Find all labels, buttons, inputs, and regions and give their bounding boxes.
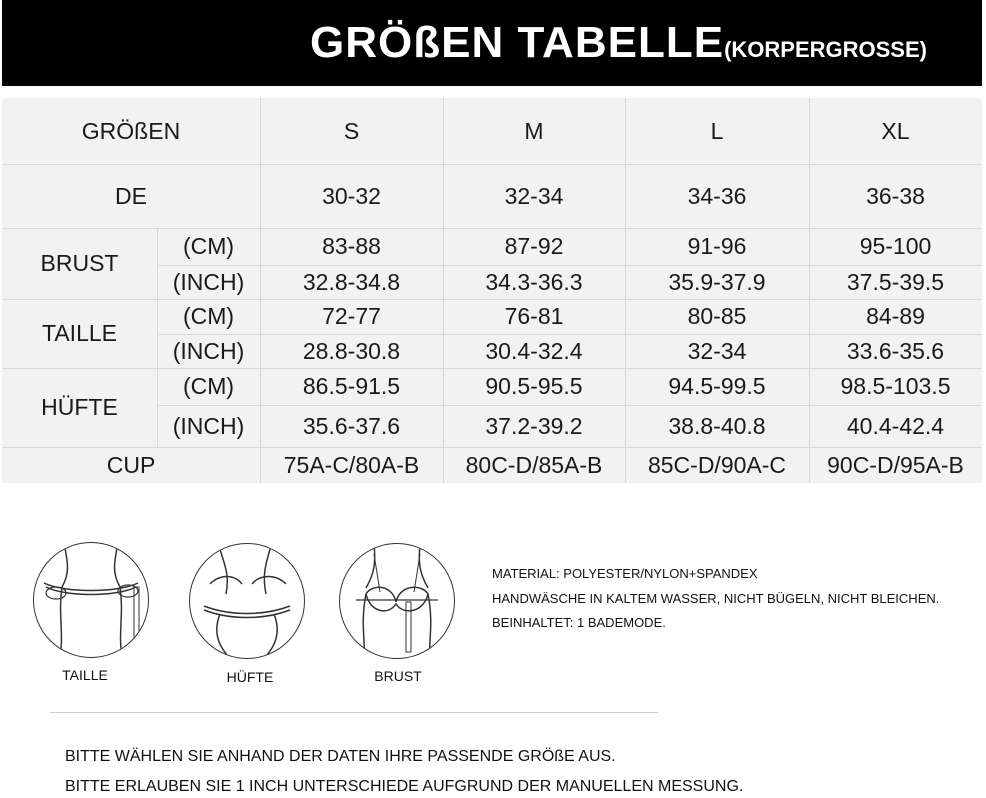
material-text: MATERIAL: POLYESTER/NYLON+SPANDEX [492,566,758,581]
brust-inch-value: 37.5-39.5 [846,268,945,295]
title-sub: (KORPERGROSSE) [724,37,927,62]
brust-cm-value: 87-92 [504,233,564,259]
divider [50,712,658,713]
waist-measure-icon [33,542,149,658]
huefte-figure-label: HÜFTE [226,669,274,685]
cup-label: CUP [106,451,156,478]
cup-value: 90C-D/95A-B [827,451,964,478]
cup-value: 85C-D/90A-C [647,451,787,478]
huefte-inch-value: 37.2-39.2 [485,412,583,439]
taille-cm-value: 72-77 [322,303,381,329]
taille-cm-value: 80-85 [687,303,747,329]
unit-inch: (INCH) [172,268,245,295]
size-xl: XL [881,117,910,144]
title-main: GRÖßEN TABELLE [310,18,725,67]
size-table [2,98,982,483]
taille-inch-value: 33.6-35.6 [846,337,945,364]
size-s: S [343,117,360,144]
huefte-cm-value: 94.5-99.5 [668,373,766,399]
taille-label: TAILLE [42,320,117,346]
unit-inch: (INCH) [172,337,245,364]
title-banner [2,0,982,86]
cup-value: 75A-C/80A-B [283,451,420,478]
taille-inch-value: 30.4-32.4 [485,337,583,364]
size-header-label: GRÖßEN [81,117,181,144]
huefte-cm-value: 86.5-91.5 [302,373,401,399]
brust-cm-value: 83-88 [322,233,381,259]
brust-inch-value: 34.3-36.3 [485,268,583,295]
bust-measure-icon [339,543,455,659]
note-line-1: BITTE WÄHLEN SIE ANHAND DER DATEN IHRE PASSENDE GRÖßE AUS. [65,748,616,765]
brust-label: BRUST [40,250,119,276]
brust-inch-value: 35.9-37.9 [668,268,766,295]
size-m: M [524,117,544,144]
cup-value: 80C-D/85A-B [465,451,603,478]
size-l: L [710,117,724,144]
taille-cm-value: 76-81 [504,303,564,329]
de-value: 34-36 [687,182,747,209]
huefte-cm-value: 90.5-95.5 [485,373,583,399]
page-title [310,18,927,68]
unit-cm: (CM) [182,233,235,259]
taille-inch-value: 28.8-30.8 [302,337,401,364]
taille-inch-value: 32-34 [687,337,747,364]
unit-cm: (CM) [182,303,235,329]
unit-cm: (CM) [182,373,235,399]
de-value: 32-34 [504,182,564,209]
huefte-inch-value: 38.8-40.8 [668,412,766,439]
brust-inch-value: 32.8-34.8 [302,268,401,295]
note-line-2: BITTE ERLAUBEN SIE 1 INCH UNTERSCHIEDE AUFGRUND DER MANUELLEN MESSUNG. [65,778,744,795]
hip-measure-icon [189,543,305,659]
contents-text: BEINHALTET: 1 BADEMODE. [492,615,666,630]
de-label: DE [115,182,147,209]
huefte-cm-value: 98.5-103.5 [840,373,951,399]
taille-figure-label: TAILLE [62,667,108,683]
huefte-label: HÜFTE [41,394,118,420]
brust-cm-value: 95-100 [859,233,932,259]
de-value: 36-38 [866,182,925,209]
huefte-inch-value: 40.4-42.4 [846,412,945,439]
brust-cm-value: 91-96 [687,233,747,259]
taille-cm-value: 84-89 [866,303,925,329]
huefte-inch-value: 35.6-37.6 [302,412,401,439]
de-value: 30-32 [322,182,381,209]
care-text: HANDWÄSCHE IN KALTEM WASSER, NICHT BÜGELN, NICHT BLEICHEN. [492,591,940,606]
unit-inch: (INCH) [172,412,245,439]
brust-figure-label: BRUST [374,668,422,684]
